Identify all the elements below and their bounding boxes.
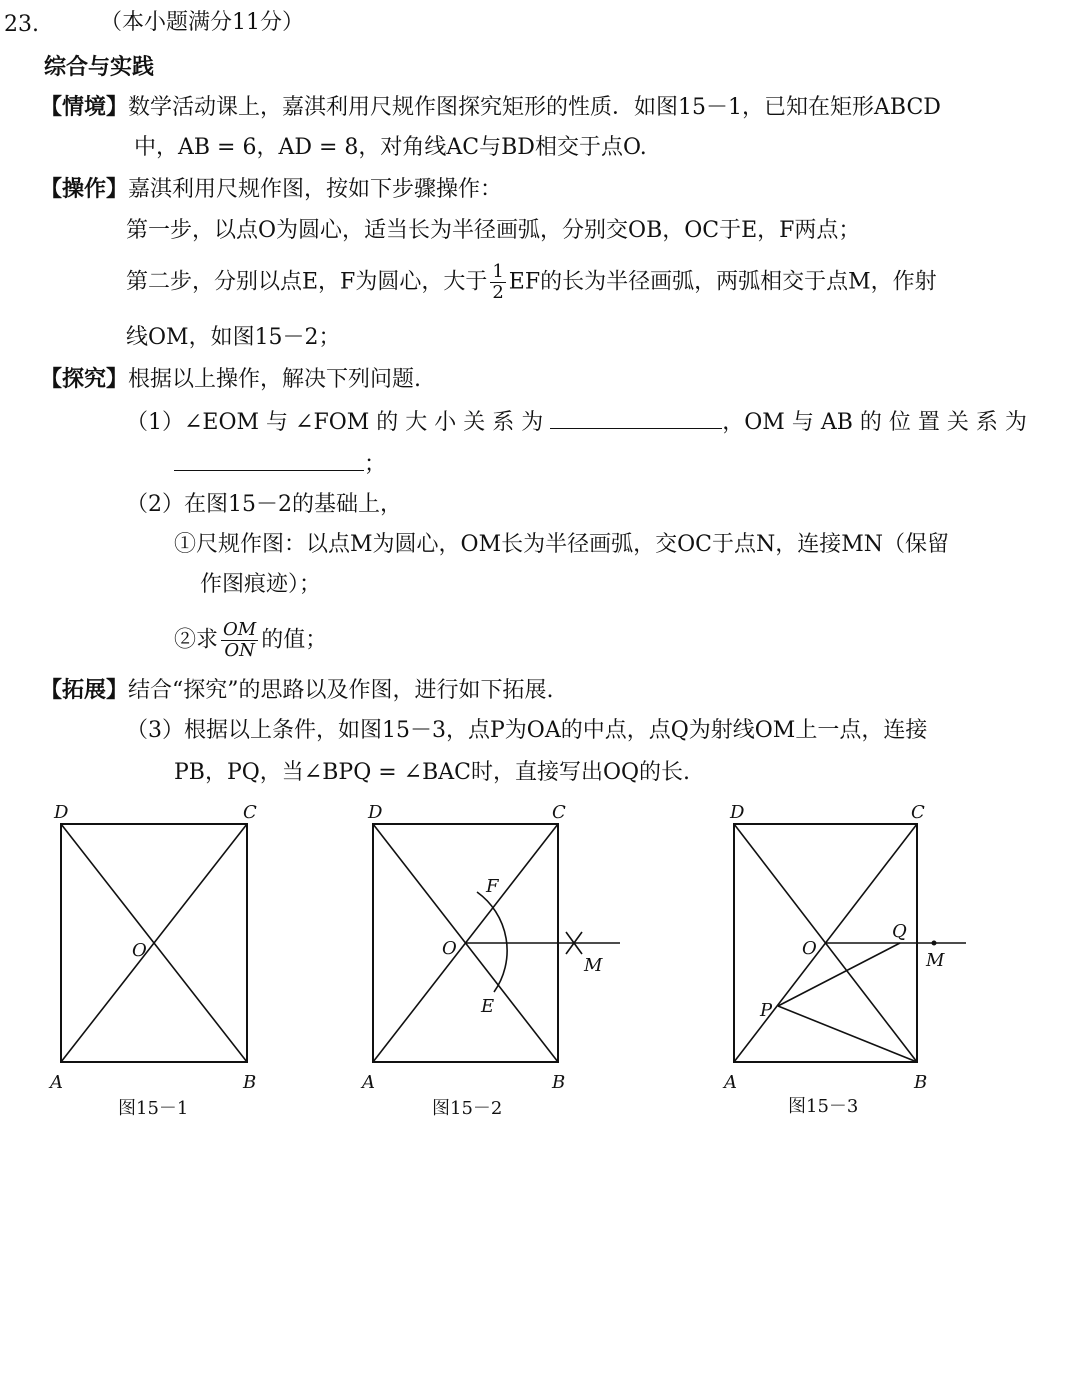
explore-line	[40, 364, 421, 395]
question-number: 23.	[4, 12, 39, 37]
fig2-label-o: O	[442, 938, 457, 959]
fig3-label-c: C	[911, 802, 925, 823]
fraction-half	[490, 262, 505, 303]
fig2-label-f: F	[486, 876, 499, 897]
fig1-label-d: D	[54, 802, 69, 823]
explore-tag: 【探究】	[40, 366, 129, 392]
situation-line2: 中，AB = 6，AD = 8，对角线AC与BD相交于点O.	[134, 135, 647, 160]
explore-intro: 根据以上操作，解决下列问题.	[128, 367, 422, 392]
fig2-label-b: B	[552, 1072, 566, 1093]
fraction-om-on	[221, 620, 258, 661]
fig1-label-b: B	[243, 1072, 257, 1093]
fig3-label-a: A	[724, 1072, 737, 1093]
step2-text-b: EF的长为半径画弧，两弧相交于点M，作射	[508, 269, 937, 295]
operation-intro: 嘉淇利用尺规作图，按如下步骤操作：	[128, 177, 503, 202]
fraction-on: ON	[224, 640, 255, 661]
figure-15-1	[40, 796, 280, 1096]
operation-line	[40, 174, 502, 205]
fig2-label-m: M	[584, 955, 603, 976]
situation-line1	[40, 92, 941, 123]
operation-step2	[126, 262, 937, 303]
fig3-label-d: D	[730, 802, 745, 823]
question-points: （本小题满分11分）	[100, 10, 304, 35]
q2-2-text-a: ②求	[174, 627, 219, 653]
section-title: 综合与实践	[44, 54, 155, 80]
q1-text-a: （1）∠EOM 与 ∠FOM 的 大 小 关 系 为	[126, 410, 544, 435]
extend-tag: 【拓展】	[40, 677, 129, 703]
operation-step1: 第一步，以点O为圆心，适当长为半径画弧，分别交OB，OC于E，F两点；	[126, 218, 861, 243]
fig3-label-p: P	[760, 1000, 773, 1021]
fig1-label-a: A	[50, 1072, 63, 1093]
fraction-numerator: 1	[492, 261, 504, 282]
fig3-point-m	[932, 941, 937, 946]
fig2-label-e: E	[481, 996, 495, 1017]
question-1-cont	[174, 448, 386, 480]
fig3-caption: 图15－3	[788, 1096, 859, 1117]
q1-answer-blank-2[interactable]	[174, 448, 364, 471]
fig1-label-c: C	[243, 802, 257, 823]
question-1	[126, 406, 1027, 438]
fraction-denominator: 2	[492, 282, 504, 303]
figure-15-2	[354, 796, 634, 1096]
operation-step2-cont: 线OM，如图15－2；	[126, 325, 341, 350]
q1-text-c: ；	[364, 452, 387, 477]
fig2-label-d: D	[368, 802, 383, 823]
operation-tag: 【操作】	[40, 176, 129, 202]
question-2-part2	[174, 620, 327, 661]
fig3-label-b: B	[914, 1072, 928, 1093]
q2-2-text-b: 的值；	[261, 627, 328, 653]
question-2-part1-cont: 作图痕迹）；	[200, 572, 322, 597]
fig2-label-c: C	[552, 802, 566, 823]
fig1-label-o: O	[132, 940, 147, 961]
fig3-label-q: Q	[892, 921, 907, 942]
situation-tag: 【情境】	[40, 94, 129, 120]
extend-intro: 结合“探究”的思路以及作图，进行如下拓展.	[128, 678, 554, 703]
fig2-caption: 图15－2	[432, 1098, 503, 1119]
fig1-caption: 图15－1	[118, 1098, 189, 1119]
question-3: （3）根据以上条件，如图15－3，点P为OA的中点，点Q为射线OM上一点，连接	[126, 718, 928, 743]
q1-answer-blank-1[interactable]	[550, 406, 722, 429]
step2-text-a: 第二步，分别以点E，F为圆心，大于	[126, 269, 488, 295]
situation-text1: 数学活动课上，嘉淇利用尺规作图探究矩形的性质．如图15－1，已知在矩形ABCD	[128, 95, 941, 120]
question-2-part1: ①尺规作图：以点M为圆心，OM长为半径画弧，交OC于点N，连接MN（保留	[174, 532, 949, 557]
fig2-label-a: A	[362, 1072, 375, 1093]
q1-text-b: ，OM 与 AB 的 位 置 关 系 为	[722, 410, 1027, 435]
figure-15-3	[716, 796, 976, 1096]
fraction-om: OM	[223, 619, 257, 640]
question-2: （2）在图15－2的基础上，	[126, 492, 402, 517]
extend-line	[40, 675, 554, 706]
fig3-label-o: O	[802, 938, 817, 959]
fig3-label-m: M	[926, 950, 945, 971]
fig3-segment-pq	[778, 943, 900, 1006]
question-3-cont: PB，PQ，当∠BPQ = ∠BAC时，直接写出OQ的长.	[174, 760, 691, 785]
